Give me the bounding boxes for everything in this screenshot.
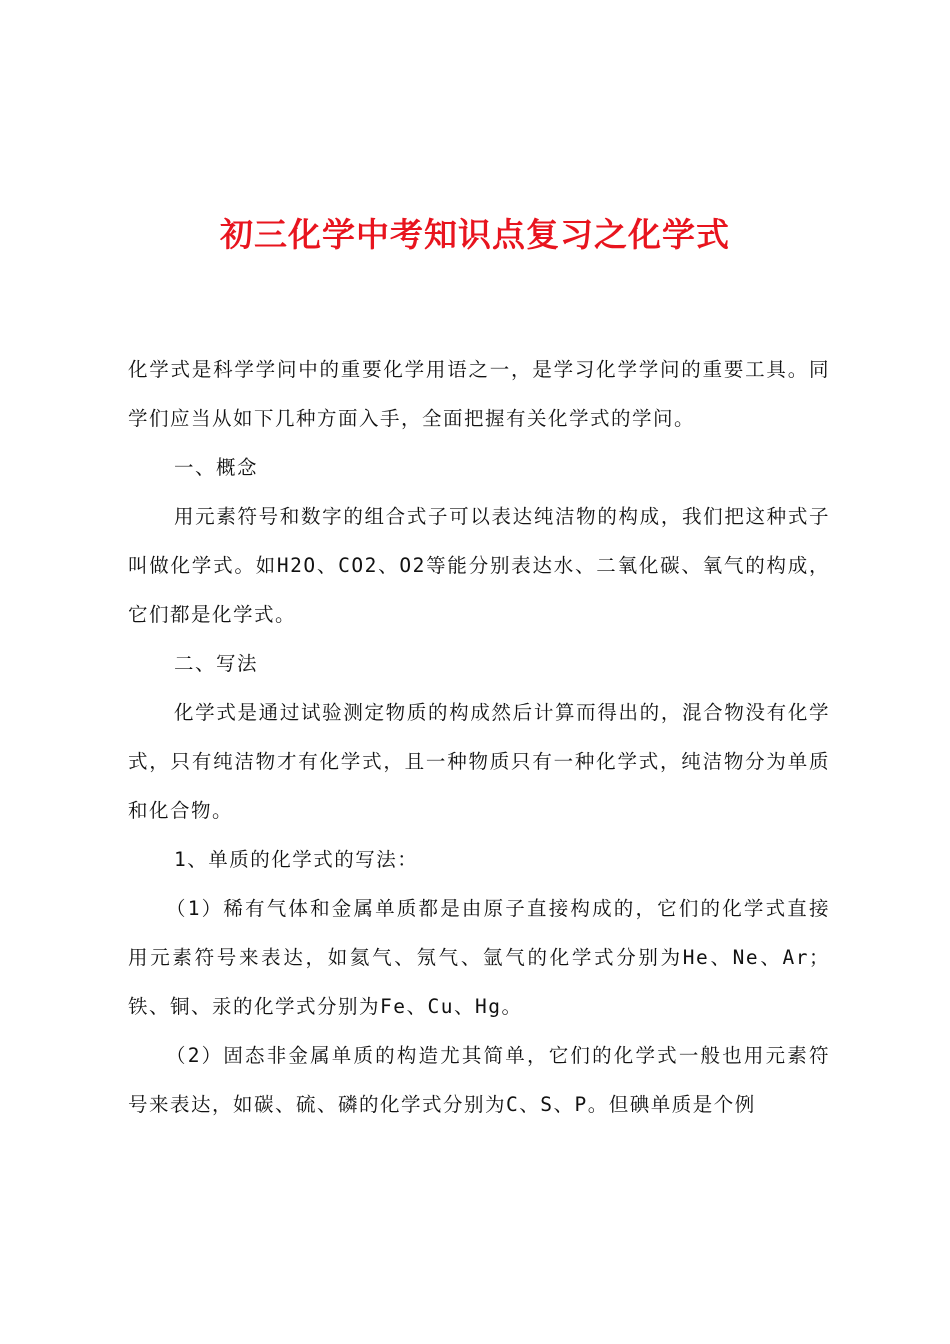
- document-title: 初三化学中考知识点复习之化学式: [220, 215, 730, 254]
- paragraph-intro: 化学式是科学学问中的重要化学用语之一，是学习化学学问的重要工具。同学们应当从如下几种方面入手，全面把握有关化学式的学问。: [128, 358, 830, 430]
- section-heading-writing: 二、写法: [174, 652, 259, 675]
- paragraph-item-1: （1）稀有气体和金属单质都是由原子直接构成的，它们的化学式直接用元素符号来表达，如氦气、氖气、氩气的化学式分别为He、Ne、Ar；铁、铜、汞的化学式分别为Fe、Cu、Hg。: [128, 897, 830, 1018]
- paragraph-item-2: （2）固态非金属单质的构造尤其简单，它们的化学式一般也用元素符号来表达，如碳、硫、磷的化学式分别为C、S、P。但碘单质是个例: [128, 1044, 830, 1116]
- paragraph-writing: 化学式是通过试验测定物质的构成然后计算而得出的，混合物没有化学式，只有纯洁物才有化学式，且一种物质只有一种化学式，纯洁物分为单质和化合物。: [128, 701, 830, 822]
- document-body: [128, 345, 830, 1129]
- section-heading-concept: 一、概念: [174, 456, 259, 479]
- subsection-heading-elements: 1、单质的化学式的写法：: [174, 848, 419, 871]
- paragraph-concept: 用元素符号和数字的组合式子可以表达纯洁物的构成，我们把这种式子叫做化学式。如H2O、CO2、O2等能分别表达水、二氧化碳、氧气的构成，它们都是化学式。: [128, 505, 830, 626]
